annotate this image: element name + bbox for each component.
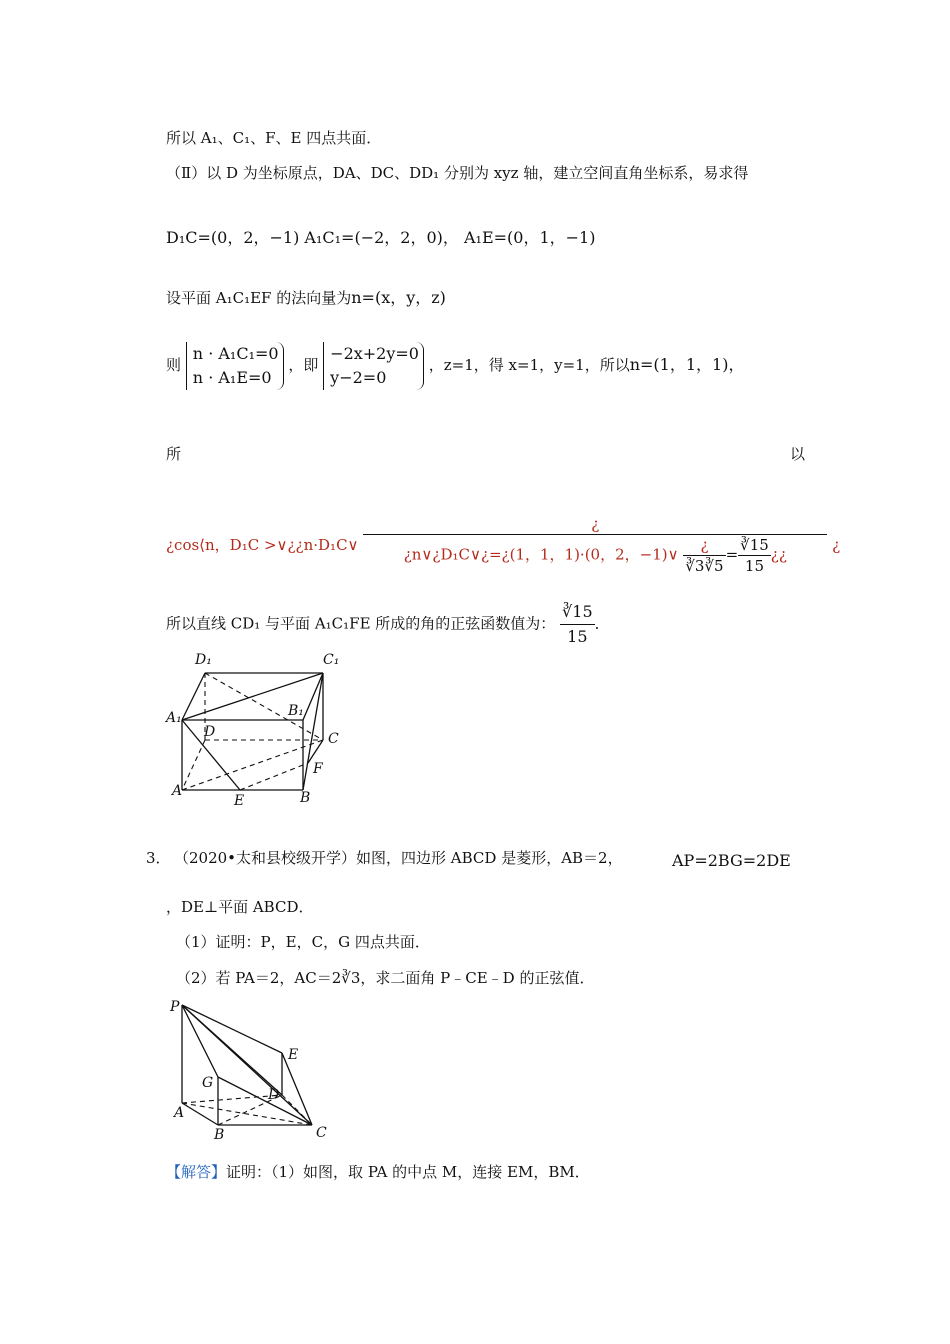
normal-vector-def	[166, 288, 446, 308]
label-c: C	[328, 731, 339, 747]
cos-denominator	[363, 535, 827, 576]
system-result: n=(1，1，1)，	[629, 355, 745, 374]
label-c2: C	[316, 1125, 327, 1141]
normal-def-text: 设平面 A₁C₁EF 的法向量为	[166, 289, 352, 307]
label-b2: B	[214, 1127, 225, 1143]
label-p: P	[170, 999, 180, 1015]
system-lead: 则	[166, 356, 182, 374]
conclusion-den: 15	[567, 627, 588, 646]
conclusion-num: ∛15	[560, 600, 595, 625]
rhombus-figure	[160, 995, 360, 1145]
cosine-formula	[166, 514, 840, 576]
label-e: E	[234, 793, 245, 809]
conclusion-end: ．	[594, 614, 610, 633]
label-f: F	[313, 761, 323, 777]
cos-tail: ¿¿	[770, 545, 787, 564]
system-tail: ，z=1，得 x=1，y=1，所以	[428, 356, 630, 374]
conclusion-text: 所以直线 CD₁ 与平面 A₁C₁FE 所成的角的正弦函数值为：	[166, 614, 556, 633]
suo-char: 所	[166, 445, 182, 463]
cos-eq: =	[725, 545, 739, 564]
cos-lhs: ¿cos⟨n，D₁C >∨¿¿n·D₁C∨	[166, 536, 359, 554]
conclusion	[166, 600, 610, 649]
label-a: A	[172, 783, 183, 799]
cos-sub-fraction	[683, 535, 725, 576]
label-c1: C₁	[323, 652, 340, 668]
problem3-vector-eq: AP=2BG=2DE	[672, 851, 791, 870]
problem3-number: 3．	[146, 849, 171, 867]
vector-d1c: D₁C=(0，2，−1)	[166, 228, 300, 247]
answer-line	[166, 1162, 590, 1182]
label-a2: A	[174, 1105, 185, 1121]
equation-system	[166, 342, 744, 390]
label-a1: A₁	[166, 710, 182, 726]
label-d: D	[204, 724, 216, 740]
vector-a1e: A₁E=(0，1，−1)	[463, 228, 596, 247]
cos-value-num: ∛15	[740, 536, 769, 554]
label-b: B	[300, 790, 311, 806]
cos-main-fraction	[363, 514, 827, 576]
cos-numerator: ¿	[363, 514, 827, 535]
problem3-q2: （2）若 PA＝2，AC＝2∛3，求二面角 P﹣CE﹣D 的正弦值．	[176, 969, 595, 987]
system-row3: −2x+2y=0	[330, 344, 419, 363]
label-d1: D₁	[195, 652, 212, 668]
coordinate-setup: （Ⅱ）以 D 为坐标原点，DA、DC、DD₁ 分别为 xyz 轴，建立空间直角坐标系，易求得	[166, 164, 749, 182]
answer-text: 证明：（1）如图，取 PA 的中点 M，连接 EM，BM．	[226, 1163, 590, 1181]
conclusion-fraction	[560, 600, 595, 649]
system-row2: n · A₁E=0	[192, 368, 272, 387]
yi-char: 以	[790, 445, 806, 463]
cos-value-fraction	[738, 535, 771, 576]
cos-end: ¿	[832, 536, 841, 554]
normal-vector: n=(x，y，z)	[351, 288, 446, 307]
system-left	[186, 342, 284, 390]
label-d2: D	[268, 1087, 280, 1103]
vector-values	[166, 228, 595, 248]
problem3-cont: ，DE⊥平面 ABCD．	[166, 898, 314, 916]
cos-sub-num: ¿	[683, 535, 725, 556]
system-row4: y−2=0	[330, 368, 387, 387]
system-right	[323, 342, 424, 390]
answer-tag: 【解答】	[166, 1163, 227, 1181]
cos-value-den: 15	[744, 557, 765, 575]
label-b1: B₁	[288, 703, 304, 719]
problem3-q1: （1）证明：P，E，C，G 四点共面．	[176, 933, 430, 951]
system-row1: n · A₁C₁=0	[192, 344, 279, 363]
cos-den-text: ¿n∨¿D₁C∨¿=¿(1，1，1)·(0，2，−1)∨	[403, 545, 679, 564]
label-e2: E	[288, 1047, 299, 1063]
label-g: G	[202, 1075, 214, 1091]
system-mid: ，即	[288, 356, 319, 374]
problem3-text: （2020•太和县校级开学）如图，四边形 ABCD 是菱形，AB＝2，	[174, 849, 623, 867]
cos-sub-den: ∛3∛5	[685, 557, 724, 575]
vector-a1c1: A₁C₁=(−2，2，0)，	[304, 228, 459, 247]
prism-figure	[160, 645, 360, 815]
statement-coplanar: 所以 A₁、C₁、F、E 四点共面．	[166, 129, 382, 147]
